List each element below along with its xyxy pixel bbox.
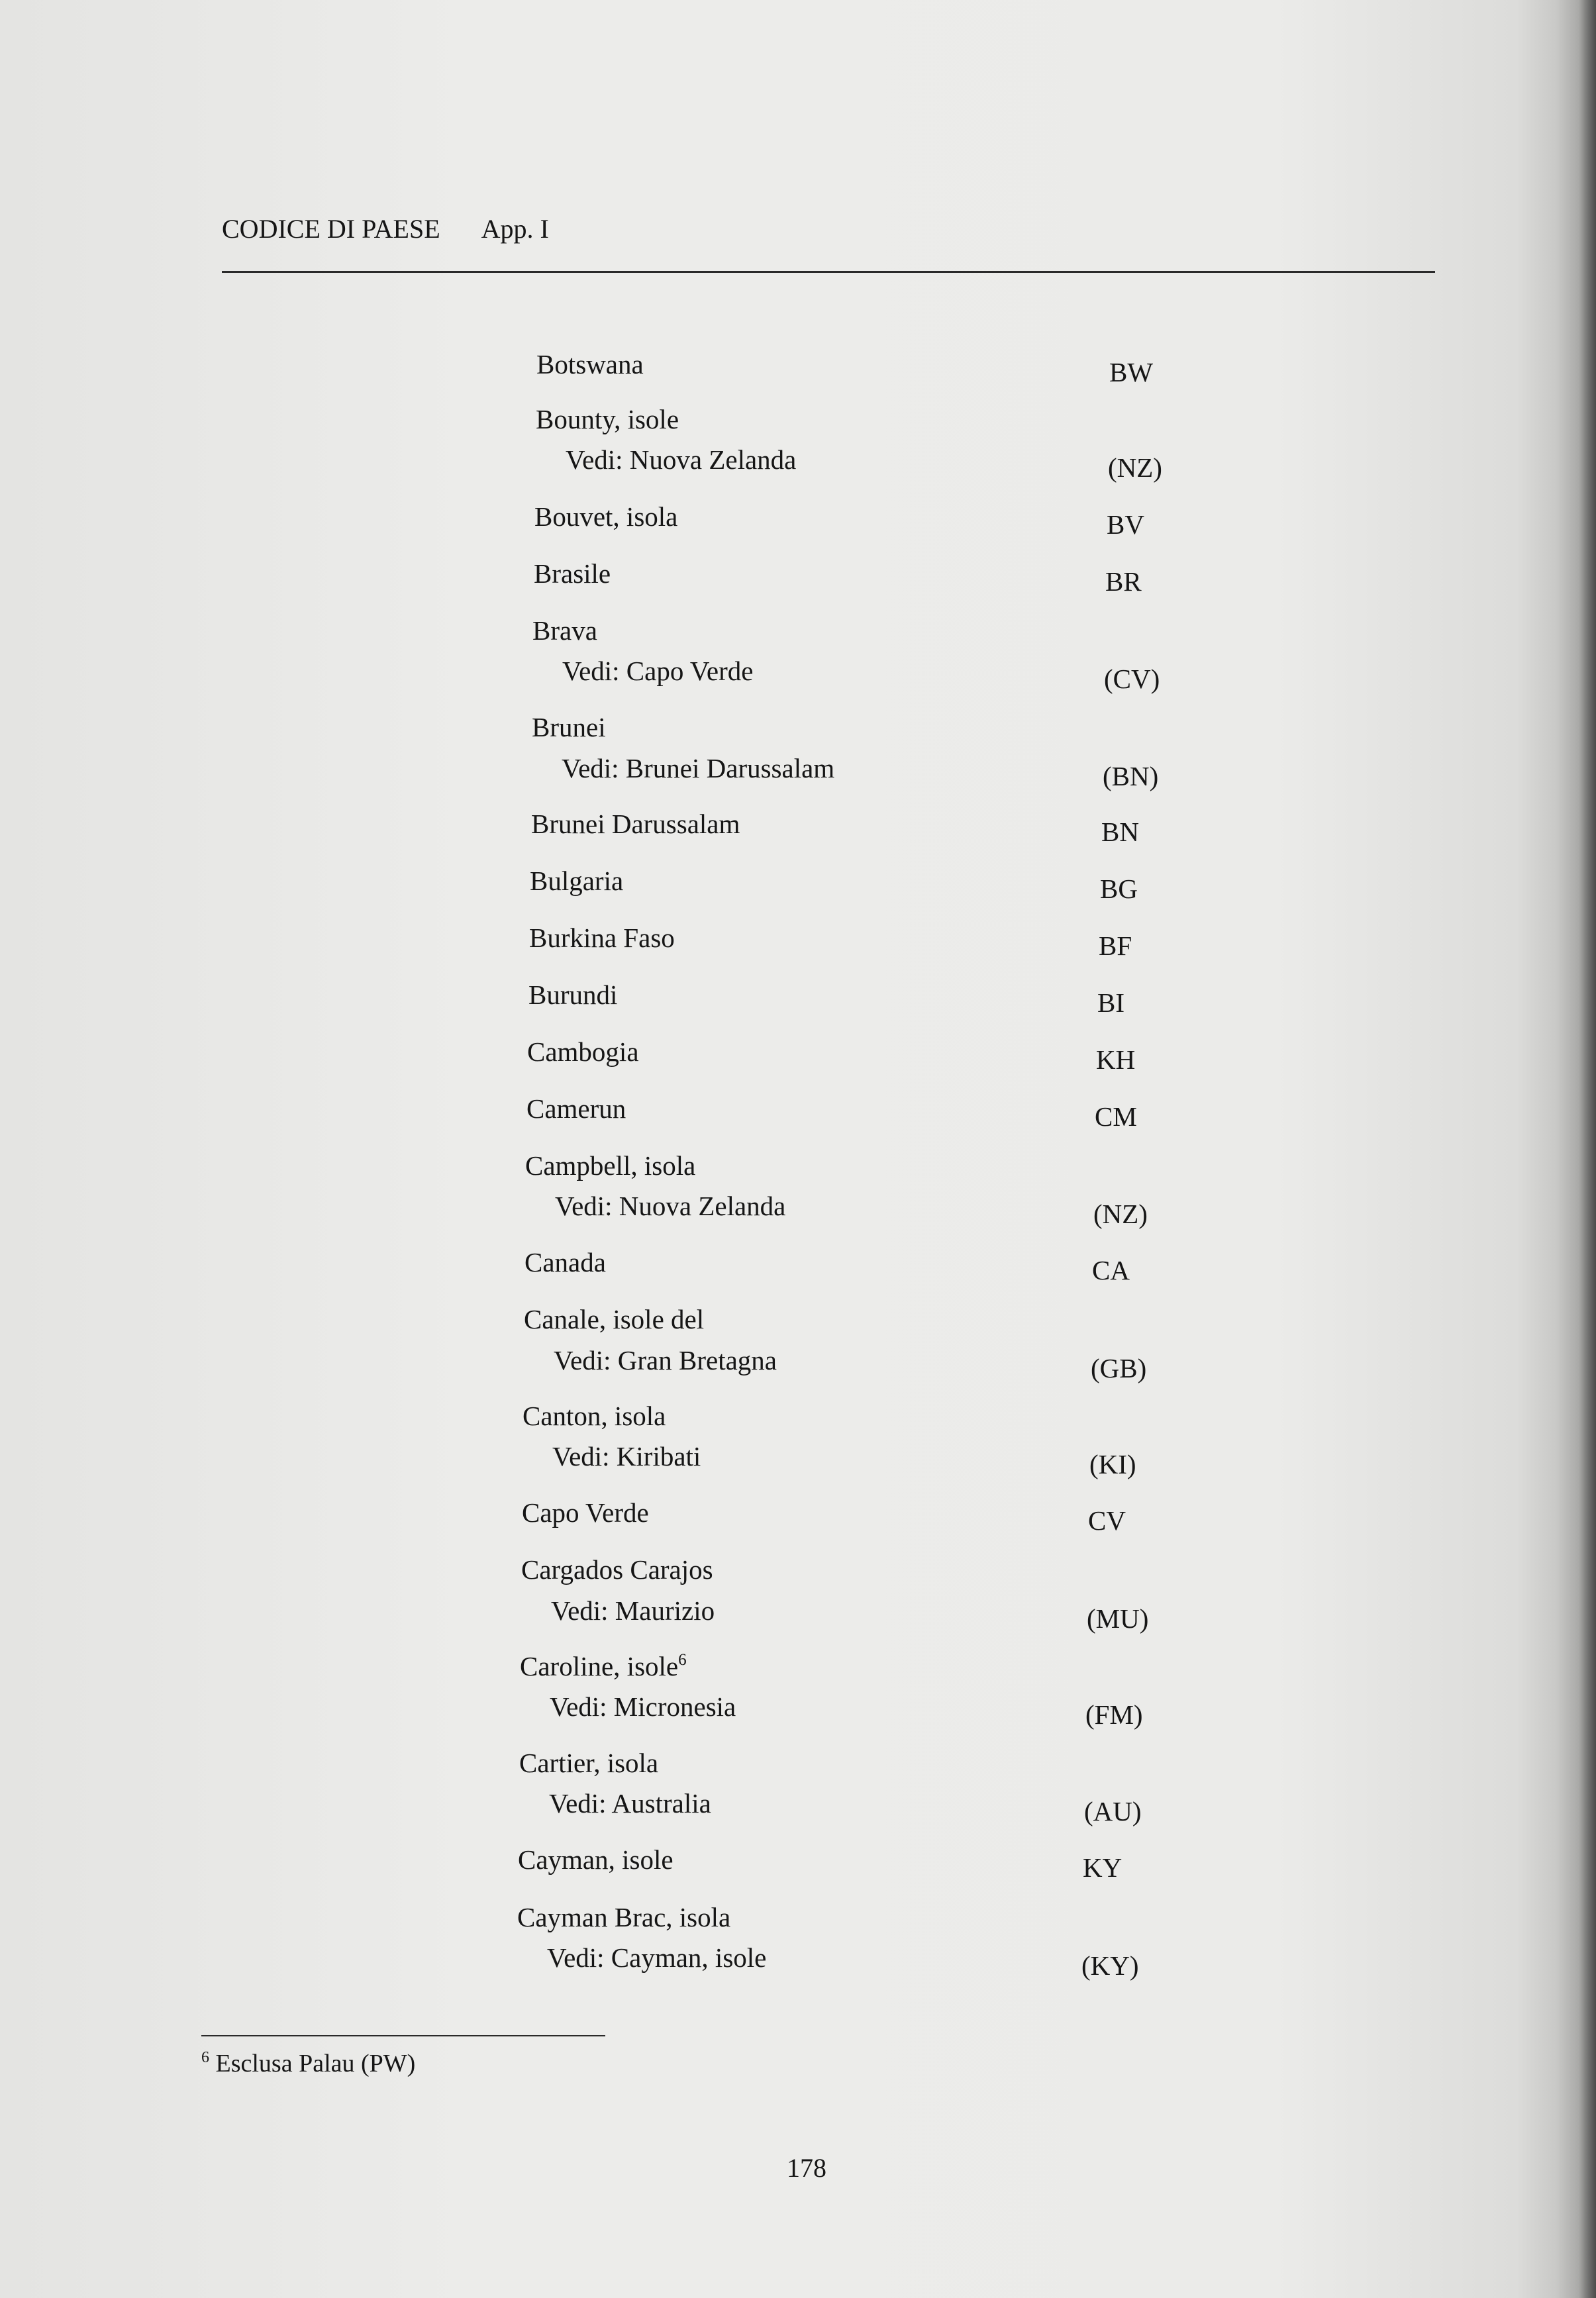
entry-name-text: Cayman, isole bbox=[518, 1844, 673, 1875]
entry-name-text: Brunei Darussalam bbox=[531, 809, 740, 839]
entry-see-reference: Vedi: Nuova Zelanda bbox=[566, 444, 797, 475]
entry-code: (NZ) bbox=[1093, 1199, 1148, 1229]
entry-code: (BN) bbox=[1103, 761, 1159, 791]
entry-name-text: Brunei bbox=[532, 712, 606, 742]
entry-name bbox=[520, 1653, 687, 1680]
entry-name-text: Camerun bbox=[526, 1093, 626, 1124]
entry-name-text: Canton, isola bbox=[523, 1401, 666, 1431]
entry-code: (FM) bbox=[1085, 1699, 1143, 1730]
entry-name bbox=[526, 1095, 626, 1123]
entry-code: BI bbox=[1097, 987, 1124, 1018]
entry-see-reference: Vedi: Cayman, isole bbox=[547, 1942, 767, 1973]
entry-name-text: Bounty, isole bbox=[536, 404, 679, 434]
entry-code: BW bbox=[1109, 357, 1154, 387]
entry-name bbox=[530, 868, 623, 895]
entry-code: (GB) bbox=[1091, 1353, 1147, 1383]
entry-name-text: Burkina Faso bbox=[529, 923, 675, 953]
footnote bbox=[201, 2049, 415, 2078]
entry-name-text: Brava bbox=[532, 615, 597, 646]
entry-code: CM bbox=[1095, 1101, 1137, 1132]
entry-code: (NZ) bbox=[1108, 452, 1162, 483]
entry-name-text: Botswana bbox=[536, 349, 644, 379]
entry-name-text: Campbell, isola bbox=[525, 1150, 696, 1181]
entry-code: CV bbox=[1088, 1505, 1126, 1536]
entry-see-reference: Vedi: Brunei Darussalam bbox=[562, 753, 835, 783]
entry-name bbox=[534, 503, 677, 530]
entry-code: BG bbox=[1100, 874, 1138, 904]
entry-see-reference: Vedi: Nuova Zelanda bbox=[555, 1191, 786, 1221]
page-number: 178 bbox=[787, 2153, 826, 2183]
footnote-rule bbox=[201, 2035, 605, 2036]
entry-see-reference: Vedi: Gran Bretagna bbox=[554, 1345, 777, 1375]
entry-name bbox=[527, 1038, 639, 1066]
entry-name-text: Burundi bbox=[528, 979, 618, 1010]
entry-name-text: Cartier, isola bbox=[519, 1748, 659, 1778]
entry-name bbox=[525, 1152, 695, 1179]
entry-name bbox=[536, 406, 679, 433]
entry-name bbox=[517, 1904, 730, 1931]
entry-name bbox=[528, 981, 617, 1009]
entry-name bbox=[529, 924, 675, 952]
entry-name-text: Cayman Brac, isola bbox=[517, 1902, 731, 1932]
entry-name-text: Bouvet, isola bbox=[534, 501, 678, 532]
entry-code: KY bbox=[1083, 1852, 1122, 1883]
entry-code: (CV) bbox=[1104, 664, 1160, 694]
entry-code: BF bbox=[1099, 930, 1132, 961]
entry-name bbox=[518, 1846, 673, 1873]
footnote-mark: 6 bbox=[201, 2049, 209, 2066]
entry-code: BV bbox=[1107, 509, 1144, 540]
entry-code: BR bbox=[1105, 566, 1142, 597]
header-section: CODICE DI PAESE bbox=[222, 214, 440, 244]
entry-see-reference: Vedi: Capo Verde bbox=[562, 656, 754, 686]
entry-name-text: Cambogia bbox=[527, 1036, 639, 1067]
entry-name bbox=[523, 1403, 666, 1430]
entry-code: (AU) bbox=[1084, 1796, 1142, 1826]
entry-name bbox=[524, 1249, 606, 1276]
entry-name bbox=[532, 617, 597, 644]
entry-name bbox=[524, 1306, 704, 1333]
entry-name-text: Capo Verde bbox=[522, 1497, 649, 1528]
entry-name bbox=[519, 1750, 658, 1777]
entry-name bbox=[532, 714, 606, 741]
entry-see-reference: Vedi: Micronesia bbox=[550, 1691, 736, 1722]
entry-name-text: Brasile bbox=[534, 558, 611, 589]
entry-name bbox=[531, 811, 740, 838]
entry-see-reference: Vedi: Maurizio bbox=[551, 1595, 715, 1626]
footnote-reference: 6 bbox=[678, 1651, 687, 1669]
header-appendix: App. I bbox=[481, 214, 549, 244]
entry-name bbox=[522, 1499, 649, 1526]
entry-code: (MU) bbox=[1087, 1603, 1149, 1634]
entry-see-reference: Vedi: Australia bbox=[549, 1788, 711, 1819]
footnote-text: Esclusa Palau (PW) bbox=[215, 2050, 416, 2077]
entry-code: KH bbox=[1096, 1044, 1136, 1075]
entry-name-text: Canale, isole del bbox=[524, 1304, 705, 1334]
entry-code: BN bbox=[1101, 817, 1139, 847]
entry-name bbox=[536, 351, 644, 378]
entry-see-reference: Vedi: Kiribati bbox=[552, 1441, 701, 1472]
entry-name bbox=[534, 560, 611, 587]
entry-code: (KY) bbox=[1081, 1950, 1139, 1981]
entry-name-text: Caroline, isole bbox=[520, 1651, 679, 1681]
entry-name-text: Canada bbox=[524, 1247, 606, 1277]
entry-code: (KI) bbox=[1089, 1449, 1136, 1479]
entry-name-text: Cargados Carajos bbox=[521, 1554, 713, 1585]
entry-name bbox=[521, 1556, 713, 1583]
entry-name-text: Bulgaria bbox=[530, 866, 624, 896]
entry-code: CA bbox=[1092, 1255, 1130, 1285]
